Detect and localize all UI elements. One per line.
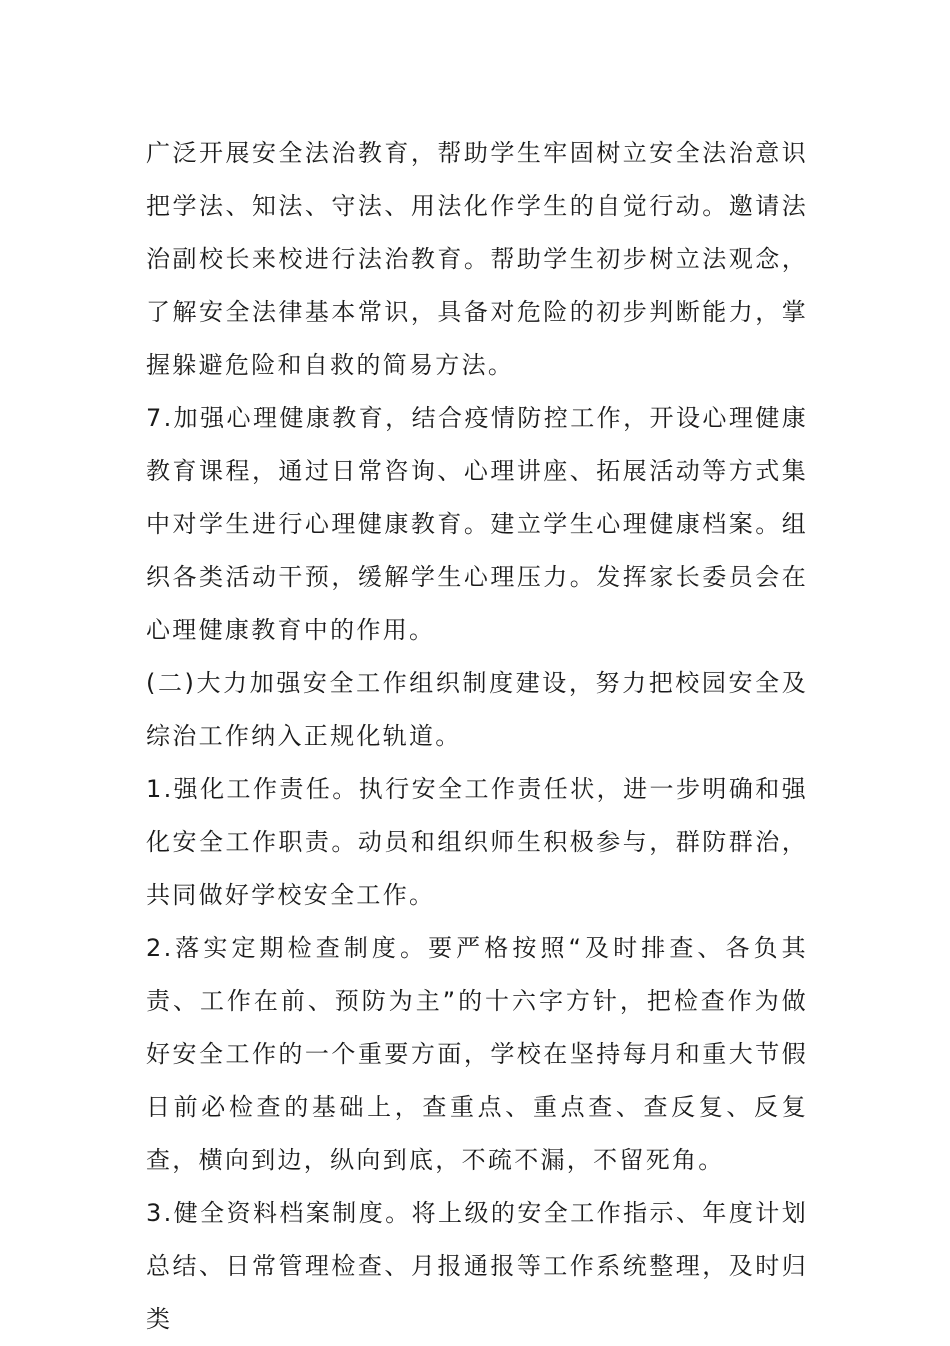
- paragraph-safety-law-education: 广泛开展安全法治教育，帮助学生牢固树立安全法治意识把学法、知法、守法、用法化作学生的自觉行动。邀请法治副校长来校进行法治教育。帮助学生初步树立法观念，了解安全法律基本常识，具备对危险的初步判断能力，掌握躲避危险和自救的简易方法。: [146, 139, 808, 379]
- document-body: [146, 127, 808, 1346]
- section-heading-organization-system: (二)大力加强安全工作组织制度建设，努力把校园安全及综治工作纳入正规化轨道。: [146, 669, 808, 750]
- paragraph-regular-inspection: 2.落实定期检查制度。要严格按照“及时排查、各负其责、工作在前、预防为主”的十六字方针，把检查作为做好安全工作的一个重要方面，学校在坚持每月和重大节假日前必检查的基础上，查重点、重点查、查反复、反复查，横向到边，纵向到底，不疏不漏，不留死角。: [146, 934, 808, 1174]
- paragraph-mental-health-education: 7.加强心理健康教育，结合疫情防控工作，开设心理健康教育课程，通过日常咨询、心理讲座、拓展活动等方式集中对学生进行心理健康教育。建立学生心理健康档案。组织各类活动干预，缓解学生心理压力。发挥家长委员会在心理健康教育中的作用。: [146, 404, 808, 644]
- paragraph-archive-system: 3.健全资料档案制度。将上级的安全工作指示、年度计划总结、日常管理检查、月报通报等工作系统整理，及时归类: [146, 1199, 808, 1333]
- paragraph-work-responsibility: 1.强化工作责任。执行安全工作责任状，进一步明确和强化安全工作职责。动员和组织师生积极参与，群防群治，共同做好学校安全工作。: [146, 775, 808, 909]
